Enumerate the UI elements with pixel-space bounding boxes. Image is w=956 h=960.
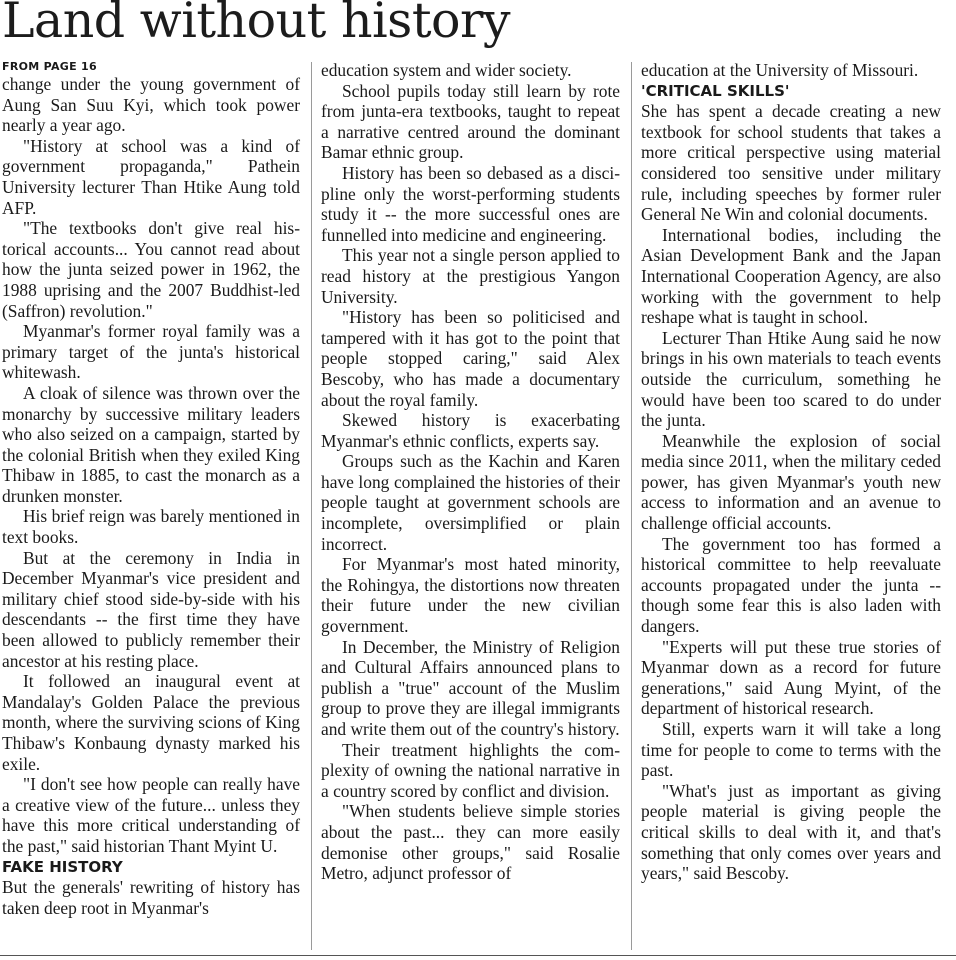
section-subhead: 'CRITICAL SKILLS'	[641, 81, 790, 100]
body-paragraph: But at the ceremony in India in December Myanmar's vice president and military chief stood side-by-side with his descendants -- the first time they have been allowed to publicly remember their ancestor at his resting place.	[2, 547, 300, 671]
headline: Land without history	[2, 0, 511, 49]
body-paragraph: This year not a single person applied to read history at the prestigious Yangon University.	[321, 245, 620, 307]
body-paragraph: change under the young government of Aung San Suu Kyi, which took power nearly a year ago.	[2, 74, 300, 136]
body-paragraph: Their treatment highlights the complexity of owning the national narrative in a country scored by conflict and division.	[321, 739, 620, 801]
body-paragraph: Lecturer Than Htike Aung said he now brings in his own materials to teach events outside the curriculum, something he would have been too scared to do under the junta.	[641, 327, 941, 431]
article-column-1	[2, 60, 300, 918]
body-paragraph: Still, experts warn it will take a long time for people to come to terms with the past.	[641, 719, 941, 781]
article-column-3	[641, 60, 941, 884]
body-paragraph: "When students believe simple stories about the past... they can more easily demonise other groups," said Rosalie Metro, adjunct professor of	[321, 801, 620, 884]
body-paragraph: Groups such as the Kachin and Karen have long complained the histories of their people taught at government schools are incomplete, oversimplified or plain incorrect.	[321, 451, 620, 554]
body-paragraph: education system and wider society.	[321, 60, 572, 80]
body-paragraph: But the generals' rewriting of history has taken deep root in Myanmar's	[2, 877, 300, 918]
body-paragraph: Meanwhile the explosion of social media since 2011, when the military ceded power, has given Myanmar's youth new access to information and an avenue to challenge official accounts.	[641, 430, 941, 534]
body-paragraph: "The textbooks don't give real historical accounts... You cannot read about how the junta seized power in 1962, the 1988 uprising and the 2007 Buddhist-led (Saffron) revolution."	[2, 218, 300, 321]
body-paragraph: "History at school was a kind of government propaganda," Pathein University lecturer Than Htike Aung told AFP.	[2, 135, 300, 218]
page-bottom-rule	[0, 955, 956, 956]
body-paragraph: His brief reign was barely mentioned in text books.	[2, 506, 300, 548]
article-column-2	[321, 60, 620, 884]
body-paragraph: "History has been so politicised and tampered with it has got to the point that people stopped caring," said Alex Bescoby, who has made a documentary about the royal family.	[321, 307, 620, 410]
body-paragraph: History has been so debased as a discipline only the worst-performing students study it -- the more successful ones are funnelled into medicine and engineering.	[321, 162, 620, 245]
body-paragraph: School pupils today still learn by rote from junta-era textbooks, taught to repeat a narrative centred around the dominant Bamar ethnic group.	[321, 80, 620, 163]
body-paragraph: It followed an inaugural event at Mandalay's Golden Palace the previous month, where the surviving scions of King Thibaw's Konbaung dynasty marked his exile.	[2, 671, 300, 774]
jump-line: FROM PAGE 16	[2, 60, 97, 73]
body-paragraph: "What's just as important as giving people material is giving people the critical skills to deal with it, and that's something that only comes over years and years," said Bescoby.	[641, 780, 941, 884]
body-paragraph: A cloak of silence was thrown over the monarchy by successive military leaders who also seized on a campaign, started by the colonial British when they exiled King Thibaw in 1885, to cast the monarch as a drunken monster.	[2, 382, 300, 506]
body-paragraph: Skewed history is exacerbating Myanmar's ethnic conflicts, experts say.	[321, 410, 620, 451]
body-paragraph: In December, the Ministry of Religion and Cultural Affairs announced plans to publish a "true" account of the Muslim group to prove they are illegal immigrants and write them out of the country's history.	[321, 636, 620, 739]
body-paragraph: "I don't see how people can really have a creative view of the future... unless they have this more critical understanding of the past," said historian Thant Myint U.	[2, 774, 300, 856]
body-paragraph: Myanmar's former royal family was a primary target of the junta's historical whitewash.	[2, 321, 300, 383]
column-rule	[631, 62, 632, 950]
body-paragraph: She has spent a decade creating a new textbook for school students that takes a more critical perspective using material considered too sensitive under military rule, including speeches by former ruler General Ne Win and colonial documents.	[641, 101, 941, 225]
column-rule	[311, 62, 312, 950]
body-paragraph: The government too has formed a historical committee to help reevaluate accounts propagated under the junta -- though some fear this is also laden with dangers.	[641, 533, 941, 637]
body-paragraph: education at the University of Missouri.	[641, 60, 919, 80]
body-paragraph: International bodies, including the Asian Development Bank and the Japan International Cooperation Agency, are also working with the government to help reshape what is taught in school.	[641, 224, 941, 328]
body-paragraph: For Myanmar's most hated minority, the Rohingya, the distortions now threaten their future under the new civilian government.	[321, 554, 620, 637]
section-subhead: FAKE HISTORY	[2, 857, 123, 876]
body-paragraph: "Experts will put these true stories of Myanmar down as a record for future generations," said Aung Myint, of the department of historical research.	[641, 636, 941, 719]
